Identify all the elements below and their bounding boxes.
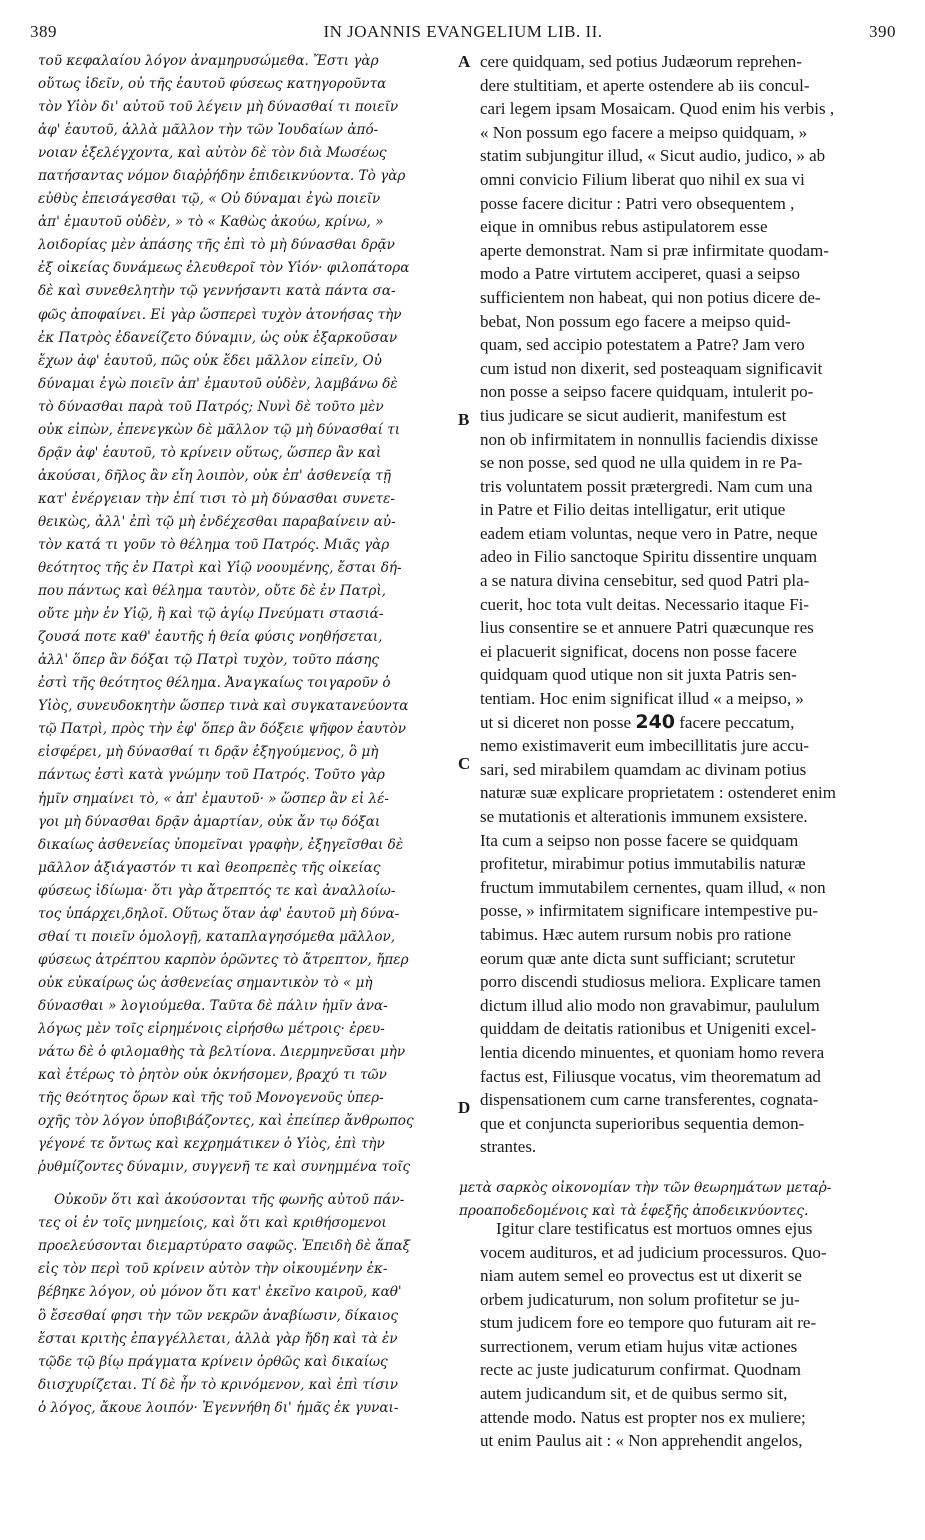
text-line: τος ὑπάρχει,δηλοῖ. Οὕτως ὅταν ἀφ' ἑαυτοῦ μὴ δύνα- xyxy=(38,905,400,922)
text-line: se mutationis et alterationis immunem exsistere. xyxy=(480,807,808,826)
text-line: ἐκ Πατρὸς ἐδανείζετο δύναμιν, ὡς οὐκ ἐξαρκοῦσαν xyxy=(38,329,398,346)
text-span: ut si diceret non posse xyxy=(480,712,632,732)
text-line: που πάντως καὶ θέλημα ταυτὸν, οὔτε δὲ ἐν Πατρὶ, xyxy=(38,583,386,600)
text-line: μετὰ σαρκὸς οἰκονομίαν τὴν τῶν θεωρημάτων μεταῤ- xyxy=(459,1180,832,1196)
text-line: τῷ Πατρὶ, πρὸς τὴν ἐφ' ὅπερ ἂν δόξειε ψῆφον ἑαυτὸν xyxy=(38,721,406,738)
text-line: νοιαν ἐξελέγχοντα, καὶ αὐτὸν δὲ τὸν διὰ Μωσέως xyxy=(38,145,387,162)
text-line: tentiam. Hoc enim significat illud « a meipso, » xyxy=(480,689,804,709)
text-line: τὸ δύνασθαι παρὰ τοῦ Πατρός; Νυνὶ δὲ τοῦτο μὲν xyxy=(38,398,384,415)
text-line: omni convicio Filium liberat quo nihil ex sua vi xyxy=(480,169,805,189)
text-line: cere quidquam, sed potius Judæorum reprehen- xyxy=(480,52,802,71)
text-line: καὶ ἑτέρως τὸ ῥητὸν οὐκ ὀκνήσομεν, βραχύ τι τῶν xyxy=(38,1067,387,1084)
text-line: τὸν κατά τι γοῦν τὸ θέλημα τοῦ Πατρός. Μιᾶς γὰρ xyxy=(38,536,390,553)
text-line: βέβηκε λόγον, οὐ μόνον ὅτι κατ' ἐκεῖνο καιροῦ, καθ' xyxy=(38,1284,402,1301)
section-marker-c: C xyxy=(458,754,471,773)
text-line: sufficientem non habeat, qui non potius dicere de- xyxy=(480,287,821,307)
text-line: lentia dicendo minuentes, et quoniam homo revera xyxy=(480,1042,825,1062)
text-line: aperte demonstrat. Nam si præ infirmitate quodam- xyxy=(480,240,829,260)
text-line: eorum quæ ante dicta sunt sufficiant; scrutetur xyxy=(480,948,796,968)
text-line: recte ac juste judicaturum confirmat. Quodnam xyxy=(480,1360,801,1380)
text-line: δρᾷν ἀφ' ἑαυτοῦ, τὸ κρίνειν οὕτως, ὥσπερ ἂν καὶ xyxy=(38,444,382,461)
latin-column xyxy=(480,50,892,1453)
text-line: διισχυρίζεται. Τί δὲ ἦν τὸ κρινόμενον, καὶ ἐπὶ τίσιν xyxy=(38,1376,399,1393)
text-line: θεότητος τῆς ἐν Πατρὶ καὶ Υἱῷ νοουμένης, ἔσται δή- xyxy=(38,560,402,577)
text-line: strantes. xyxy=(480,1137,537,1157)
page-number-left: 389 xyxy=(30,22,57,41)
text-line: πατήσαντας νόμον διαῤῥήδην ἐπιδεικνύοντα. Τὸ γὰρ xyxy=(38,168,406,185)
text-line: posse, » infirmitatem significare intempestive pu- xyxy=(480,901,819,921)
text-line: surrectionem, verum etiam hujus vitæ actiones xyxy=(480,1336,798,1356)
section-marker-b: B xyxy=(458,410,470,429)
text-line: ἔχων ἀφ' ἑαυτοῦ, πῶς οὐκ ἔδει μᾶλλον εἰπεῖν, Οὐ xyxy=(38,352,382,369)
text-line: quam, sed accipio potestatem a Patre? Jam vero xyxy=(480,335,805,355)
text-line: porro discendi studiosus meliora. Explicare tamen xyxy=(480,972,821,992)
text-line: Ita cum a seipso non posse facere se quidquam xyxy=(480,830,799,850)
text-line: cari legem ipsam Mosaicam. Quod enim his verbis , xyxy=(480,99,835,119)
text-line: sari, sed mirabilem quamdam ac divinam potius xyxy=(480,759,807,779)
text-line: tabimus. Hæc autem rursum nobis pro ratione xyxy=(480,924,792,944)
text-line: Υἱὸς, συνευδοκητὴν ὥσπερ τινὰ καὶ συγκατανεύοντα xyxy=(38,698,409,715)
text-line: μᾶλλον ἀξιάγαστόν τι καὶ θεοπρεπὲς τῆς οἰκείας xyxy=(38,859,381,876)
text-line: προελεύσονται διεμαρτύρατο σαφῶς. Ἐπειδὴ δὲ ἅπαξ xyxy=(38,1238,411,1255)
text-line: dere stultitiam, et aperte ostendere ab iis concul- xyxy=(480,75,810,95)
text-line: φῶς ἀποφαίνει. Εἰ γὰρ ὥσπερεὶ τυχὸν ἀτονήσας τὴν xyxy=(38,306,402,323)
text-line: ὃ ἔσεσθαί φησι τὴν τῶν νεκρῶν ἀναβίωσιν, δίκαιος xyxy=(38,1307,398,1324)
text-line: autem judicandum sit, et de quibus sermo sit, xyxy=(480,1384,788,1404)
text-line: σθαί τι ποιεῖν ὁμολογῇ, καταπλαγησόμεθα μᾶλλον, xyxy=(38,928,396,945)
text-line: ἀπ' ἐμαυτοῦ οὐδὲν, » τὸ « Καθὼς ἀκούω, κρίνω, » xyxy=(38,214,384,231)
text-line: statim subjungitur illud, « Sicut audio, judico, » ab xyxy=(480,146,826,166)
greek-continuation xyxy=(459,1177,899,1224)
text-line: νάτω δὲ ὁ φιλομαθὴς τὰ βελτίονα. Διερμηνεῦσαι μὴν xyxy=(38,1044,406,1061)
text-line: naturæ suæ explicare proprietatem : ostenderet enim xyxy=(480,783,836,803)
text-line: ὁ λόγος, ἄκουε λοιπόν· Ἐγεννήθη δι' ἡμᾶς ἐκ γυναι- xyxy=(38,1399,399,1416)
text-line: posse facere dicitur : Patri vero obsequentem , xyxy=(480,193,795,213)
greek-column xyxy=(38,50,456,1420)
text-line: οὕτως ἰδεῖν, οὐ τῆς ἑαυτοῦ φύσεως κατηγοροῦντα xyxy=(38,76,387,93)
text-line: ἀκούσαι, δῆλος ἂν εἴη λοιπὸν, οὐκ ἐπ' ἀσθενείᾳ τῇ xyxy=(38,467,392,484)
text-line: λόγως μὲν τοῖς εἰρημένοις εἰρήσθω μέτροις· ἐρευ- xyxy=(38,1020,385,1037)
text-line: ἐστὶ τῆς θεότητος θέλημα. Ἀναγκαίως τοιγαροῦν ὁ xyxy=(38,675,391,692)
text-line: ῥυθμίζοντες δύναμιν, συγγενῆ τε καὶ συνημμένα τοῖς xyxy=(38,1159,411,1176)
text-line: tris voluntatem possit prætergredi. Nam cum una xyxy=(480,476,813,496)
text-line: fructum immutabilem cernentes, quam illud, « non xyxy=(480,877,826,897)
text-line: Οὐκοῦν ὅτι καὶ ἀκούσονται τῆς φωνῆς αὐτοῦ πάν- xyxy=(54,1192,405,1209)
text-line: δύναμαι ἐγὼ ποιεῖν ἀπ' ἐμαυτοῦ οὐδὲν, λαμβάνω δὲ xyxy=(38,375,398,392)
text-line: lius consentire se et annuere Patri quæcunque res xyxy=(480,618,814,638)
text-line: γοι μὴ δύνασθαι δρᾷν ἁμαρτίαν, οὐκ ἄν τῳ δόξαι xyxy=(38,813,381,830)
text-line: τες οἱ ἐν τοῖς μνημείοις, καὶ ὅτι καὶ κριθήσομενοι xyxy=(38,1215,387,1232)
text-line: non posse a seipso facere quidquam, intulerit po- xyxy=(480,382,814,402)
text-line: quiddam de deitatis rationibus et Unigeniti excel- xyxy=(480,1019,817,1039)
text-line: τῆς θεότητος ὅρων καὶ τῆς τοῦ Μονογενοῦς ὑπερ- xyxy=(38,1090,384,1107)
page-reference: 240 xyxy=(635,710,676,733)
text-line: quidquam quod utique non sit juxta Patris sen- xyxy=(480,665,797,685)
running-head: IN JOANNIS EVANGELIUM LIB. II. xyxy=(323,22,603,41)
text-line: modo a Patre virtutem acciperet, quasi a seipso xyxy=(480,264,801,284)
text-line: que et conjuncta superioribus sequentia demon- xyxy=(480,1113,805,1133)
text-line: δικαίως ἀσθενείας ὑπομεῖναι γραφὴν, ἐξηγεῖσθαι δὲ xyxy=(38,836,404,853)
text-line: bebat, Non possum ego facere a meipso quid- xyxy=(480,311,791,331)
text-line: profitetur, mirabimur potius immutabilis naturæ xyxy=(480,854,806,874)
text-line: attende modo. Natus est propter nos ex muliere; xyxy=(480,1407,806,1427)
text-line: nemo existimaverit eum imbecillitatis jure accu- xyxy=(480,736,810,756)
text-line: non ob infirmitatem in nonnullis faciendis dixisse xyxy=(480,429,819,449)
text-line xyxy=(480,711,892,735)
text-line: Igitur clare testificatus est mortuos omnes ejus xyxy=(496,1218,813,1238)
text-span: facere peccatum, xyxy=(679,712,795,732)
text-line: θεικὼς, ἀλλ' ἐπὶ τῷ μὴ ἐνδέχεσθαι παραβαίνειν αὐ- xyxy=(38,513,396,530)
text-line: adeo in Filio sanctoque Spiritu dissentire unquam xyxy=(480,547,818,567)
section-marker-a: A xyxy=(458,52,471,71)
text-line: cum istud non dixerit, sed posteaquam significavit xyxy=(480,358,823,378)
text-line: tius judicare se sicut audierit, manifestum est xyxy=(480,405,787,425)
text-line: εὐθὺς ἐπεισάγεσθαι τῷ, « Οὐ δύναμαι ἐγὼ ποιεῖν xyxy=(38,191,381,208)
text-line: οχῆς τὸν λόγον ὑποβιβάζοντες, καὶ ἐπείπερ ἄνθρωπος xyxy=(38,1113,414,1130)
text-line: se non posse, sed quod ne ulla quidem in re Pa- xyxy=(480,453,803,473)
text-line: κατ' ἐνέργειαν τὴν ἐπί τισι τὸ μὴ δύνασθαι συνετε- xyxy=(38,490,395,507)
text-line: factus est, Filiusque vocatus, vim theorematum ad xyxy=(480,1066,821,1086)
text-line: τῷδε τῷ βίῳ πράγματα κρίνειν ὀρθῶς καὶ δικαίως xyxy=(38,1353,388,1370)
text-line: πάντως ἐστὶ κατὰ γνώμην τοῦ Πατρός. Τοῦτο γὰρ xyxy=(38,767,385,784)
text-line: οὐκ εἰπὼν, ἐπενεγκὼν δὲ μᾶλλον τῷ μὴ δύνασθαί τι xyxy=(38,421,401,438)
text-line: εἰσφέρει, μὴ δύνασθαί τι δρᾷν ἐξηγούμενος, ὃ μὴ xyxy=(38,744,379,761)
page-number-right: 390 xyxy=(869,22,896,41)
text-line: γέγονέ τε ὄντως καὶ κεχρημάτικεν ὁ Υἱὸς, ἐπὶ τὴν xyxy=(38,1136,385,1153)
text-line: φύσεως ἰδίωμα· ὅτι γὰρ ἄτρεπτός τε καὶ ἀναλλοίω- xyxy=(38,882,396,899)
text-line: λοιδορίας μὲν ἁπάσης τῆς ἐπὶ τὸ μὴ δύνασθαι δρᾷν xyxy=(38,237,395,254)
text-line: τοῦ κεφαλαίου λόγον ἀναμηρυσώμεθα. Ἔστι γὰρ xyxy=(38,53,379,69)
text-line: eadem etiam voluntas, neque vero in Patre, neque xyxy=(480,523,818,543)
text-line: ἀλλ' ὅπερ ἂν δόξαι τῷ Πατρὶ τυχὸν, τοῦτο πάσης xyxy=(38,652,380,669)
text-line: ἀφ' ἑαυτοῦ, ἀλλὰ μᾶλλον τὴν τῶν Ἰουδαίων ἀπό- xyxy=(38,122,379,139)
page-header xyxy=(30,22,896,46)
text-line: ei placuerit significat, docens non posse facere xyxy=(480,641,797,661)
section-marker-d: D xyxy=(458,1098,471,1117)
text-line: orbem judicaturum, non solum profitetur se ju- xyxy=(480,1289,800,1309)
text-line: stum judicem fore eo tempore quo futuram ait re- xyxy=(480,1313,817,1333)
text-line: φύσεως ἀτρέπτου καρπὸν ὁρῶντες τὸ ἄτρεπτον, ἤπερ xyxy=(38,951,409,968)
text-line: cuerit, hoc tota vult deitas. Necessario itaque Fi- xyxy=(480,594,810,614)
text-line: a se natura divina censebitur, sed quod Patri pla- xyxy=(480,571,810,591)
text-line: ζουσά ποτε καθ' ἑαυτῆς ἡ θεία φύσις νοηθήσεται, xyxy=(38,629,383,646)
text-line: dictum illud alio modo non gravabimur, paululum xyxy=(480,995,820,1015)
text-line: « Non possum ego facere a meipso quidquam, » xyxy=(480,122,808,142)
text-line: τὸν Υἱὸν δι' αὐτοῦ τοῦ λέγειν μὴ δύνασθαί τι ποιεῖν xyxy=(38,99,399,116)
text-line: dispensationem cum carne transferentes, cognata- xyxy=(480,1090,819,1110)
text-line: ἐξ οἰκείας δυνάμεως ἐλευθεροῖ τὸν Υἱόν· φιλοπάτορα xyxy=(38,260,410,277)
text-line: προαποδεδομένοις καὶ τὰ ἑφεξῆς ἀποδεικνύοντες. xyxy=(459,1203,809,1220)
text-line: in Patre et Filio deitas intelligatur, erit utique xyxy=(480,500,786,520)
text-line: eique in omnibus rebus astipulatorem esse xyxy=(480,217,768,237)
text-line: οὐκ εὐκαίρως ὡς ἀσθενείας σημαντικὸν τὸ « μὴ xyxy=(38,974,373,991)
paragraph-gap xyxy=(38,1179,456,1189)
text-line: δύνασθαι » λογιούμεθα. Ταῦτα δὲ πάλιν ἡμῖν ἀνα- xyxy=(38,997,388,1014)
text-line: ἡμῖν σημαίνει τὸ, « ἀπ' ἐμαυτοῦ· » ὥσπερ ἂν εἰ λέ- xyxy=(38,790,389,807)
text-line: niam autem semel eo provectus est ut dixerit se xyxy=(480,1266,802,1286)
text-line: εἰς τὸν περὶ τοῦ κρίνειν αὐτὸν τὴν οἰκουμένην ἐκ- xyxy=(38,1261,388,1278)
text-line: δὲ καὶ συνεθελητὴν τῷ γεννήσαντι κατὰ πάντα σα- xyxy=(38,283,396,300)
text-line: ut enim Paulus ait : « Non apprehendit angelos, xyxy=(480,1431,803,1451)
text-line: ἔσται κριτὴς ἐπαγγέλλεται, ἀλλὰ γὰρ ἤδη καὶ τὰ ἐν xyxy=(38,1330,398,1347)
text-line: vocem audituros, et ad judicium processuros. Quo- xyxy=(480,1242,827,1262)
text-line: οὔτε μὴν ἐν Υἱῷ, ἢ καὶ τῷ ἁγίῳ Πνεύματι στασιά- xyxy=(38,606,384,623)
